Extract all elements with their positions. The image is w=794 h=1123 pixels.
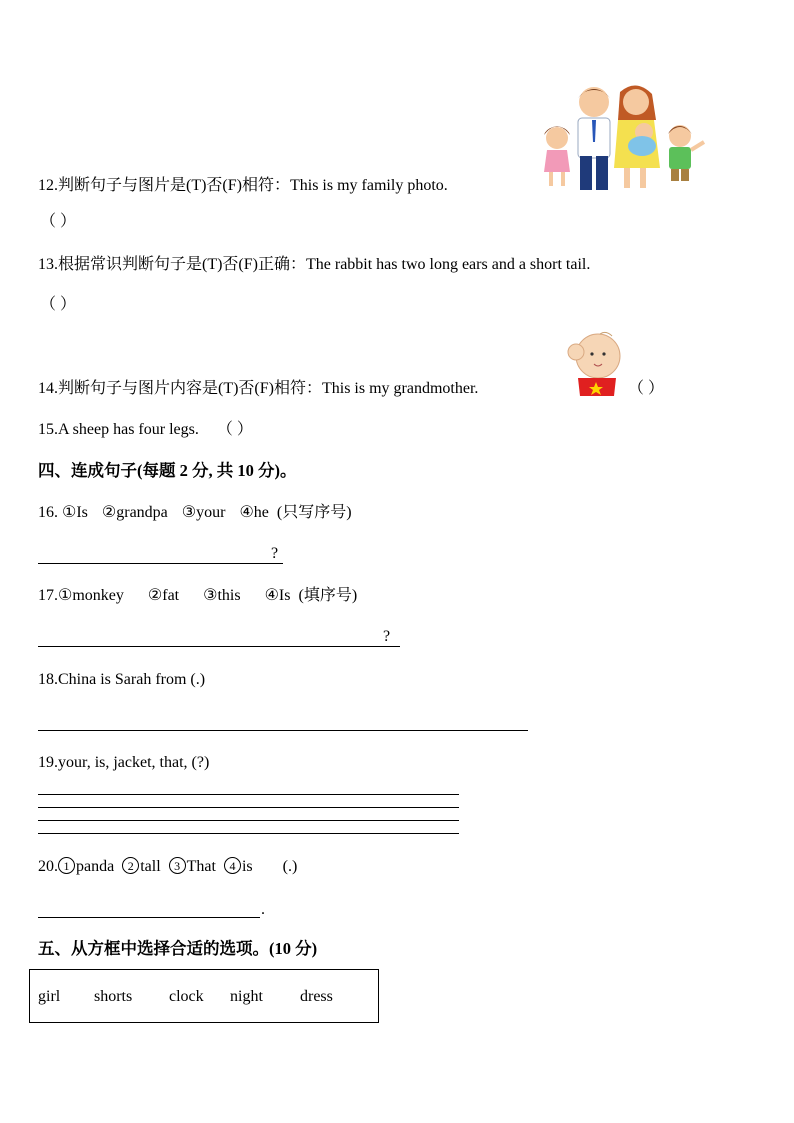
q20-word-3: That	[186, 858, 216, 875]
q16-word-4: ④he	[239, 504, 269, 521]
section-5-heading: 五、从方框中选择合适的选项。(10 分)	[38, 939, 318, 958]
q20-tail: (.)	[282, 858, 298, 875]
baby-illustration	[556, 330, 630, 398]
word-option-dress[interactable]: dress	[300, 988, 333, 1005]
word-option-clock[interactable]: clock	[169, 988, 204, 1005]
q16-word-3: ③your	[181, 504, 226, 521]
question-16	[38, 503, 352, 523]
q16-word-1: ①Is	[62, 504, 88, 521]
q16-note: (只写序号)	[276, 504, 352, 521]
q17-word-1: ①monkey	[58, 587, 124, 604]
q17-end-mark: ?	[383, 628, 391, 645]
question-19: 19.your, is, jacket, that, (?)	[38, 754, 210, 771]
answer-paren-12[interactable]: （ ）	[40, 213, 77, 230]
q20-circle-3: 3	[169, 857, 186, 874]
question-18: 18.China is Sarah from (.)	[38, 671, 206, 688]
question-20-number: 20.	[38, 858, 58, 875]
answer-paren-15[interactable]: （ ）	[216, 421, 253, 438]
q19-answer-line-2[interactable]	[38, 807, 459, 808]
q16-answer-line[interactable]	[38, 563, 283, 564]
question-12: 12.判断句子与图片是(T)否(F)相符：This is my family photo.	[38, 177, 448, 194]
q20-word-2: tall	[140, 858, 161, 875]
q20-answer-line[interactable]	[38, 917, 260, 918]
question-15-text: 15.A sheep has four legs.	[38, 421, 199, 438]
family-illustration	[532, 80, 712, 195]
question-17	[38, 586, 357, 606]
q18-answer-line[interactable]	[38, 730, 528, 731]
q16-word-2: ②grandpa	[101, 504, 168, 521]
question-13: 13.根据常识判断句子是(T)否(F)正确：The rabbit has two long ears and a short tail.	[38, 256, 591, 273]
q17-note: (填序号)	[298, 587, 358, 604]
word-option-shorts[interactable]: shorts	[94, 988, 133, 1005]
q20-circle-1: 1	[58, 857, 75, 874]
question-16-number: 16.	[38, 504, 62, 521]
question-17-number: 17.	[38, 587, 58, 604]
q20-word-4: is	[241, 858, 253, 875]
q20-word-1: panda	[76, 858, 115, 875]
question-20	[38, 857, 297, 877]
word-option-night[interactable]: night	[230, 988, 263, 1005]
question-14: 14.判断句子与图片内容是(T)否(F)相符：This is my grandmother.	[38, 380, 479, 397]
q19-answer-line-4[interactable]	[38, 833, 459, 834]
q19-answer-line-3[interactable]	[38, 820, 459, 821]
answer-paren-13[interactable]: （ ）	[40, 296, 77, 313]
section-4-heading: 四、连成句子(每题 2 分, 共 10 分)。	[38, 461, 297, 480]
q17-word-4: ④Is	[264, 587, 291, 604]
q17-word-3: ③this	[203, 587, 241, 604]
q17-word-2: ②fat	[147, 587, 180, 604]
answer-paren-14[interactable]: （ ）	[628, 380, 665, 397]
word-box	[29, 969, 379, 1023]
q20-circle-2: 2	[122, 857, 139, 874]
q20-end-mark: .	[261, 901, 265, 918]
q20-circle-4: 4	[224, 857, 241, 874]
q19-answer-line-1[interactable]	[38, 794, 459, 795]
question-15	[38, 420, 253, 440]
q16-end-mark: ?	[271, 545, 279, 562]
word-option-girl[interactable]: girl	[38, 988, 61, 1005]
q17-answer-line[interactable]	[38, 646, 400, 647]
